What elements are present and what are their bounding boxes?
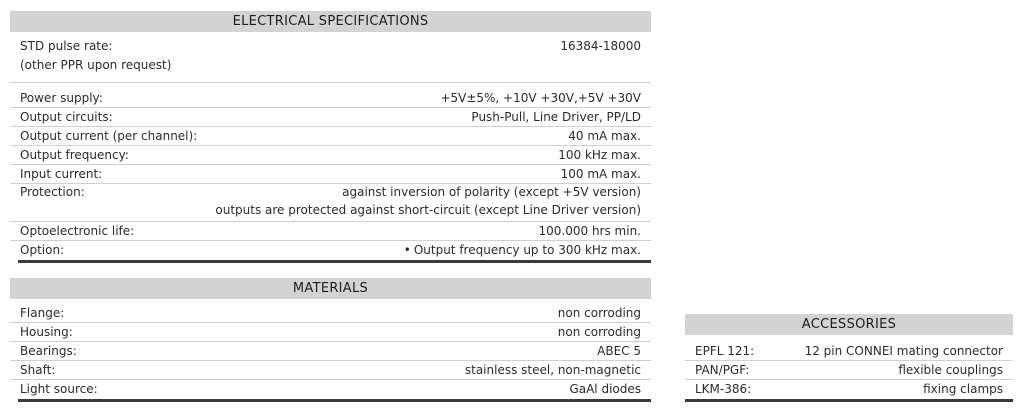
material-label: Housing: <box>20 325 73 339</box>
spec-label: Input current: <box>20 167 103 181</box>
electrical-bottom-rule <box>18 260 651 263</box>
spec-label: Output circuits: <box>20 110 113 124</box>
option-label: Option: <box>20 243 65 257</box>
accessory-row-lkm-386 <box>685 380 1013 399</box>
material-value: ABEC 5 <box>597 344 641 358</box>
spec-value: +5V±5%, +10V +30V,+5V +30V <box>440 91 641 105</box>
accessory-row-pan-pgf <box>685 361 1013 380</box>
accessory-label: PAN/PGF: <box>695 363 750 377</box>
spec-row-output-frequency <box>10 146 651 165</box>
material-value: GaAl diodes <box>569 382 641 396</box>
spec-label: Output current (per channel): <box>20 129 198 143</box>
spec-row-option <box>10 241 651 260</box>
option-value: Output frequency up to 300 kHz max. <box>413 243 641 257</box>
material-label: Shaft: <box>20 363 56 377</box>
materials-panel <box>10 278 651 402</box>
material-value: non corroding <box>557 306 641 320</box>
material-row-shaft <box>10 361 651 380</box>
material-label: Light source: <box>20 382 98 396</box>
pulse-rate-label: STD pulse rate: <box>20 39 113 53</box>
accessory-label: EPFL 121: <box>695 344 755 358</box>
material-value: stainless steel, non-magnetic <box>464 363 641 377</box>
option-value-wrapper <box>404 241 641 259</box>
spec-row-power-supply <box>10 89 651 108</box>
material-row-bearings <box>10 342 651 361</box>
spec-value: 40 mA max. <box>568 129 641 143</box>
electrical-specifications-header: ELECTRICAL SPECIFICATIONS <box>10 11 651 32</box>
material-row-housing <box>10 323 651 342</box>
material-value: non corroding <box>557 325 641 339</box>
material-row-light-source <box>10 380 651 399</box>
spec-value: 100 mA max. <box>560 167 641 181</box>
accessory-value: flexible couplings <box>898 363 1003 377</box>
accessories-header: ACCESSORIES <box>685 314 1013 335</box>
spec-row-output-current <box>10 127 651 146</box>
spec-value: Push-Pull, Line Driver, PP/LD <box>471 110 641 124</box>
material-row-flange <box>10 304 651 323</box>
pulse-rate-note: (other PPR upon request) <box>20 58 172 72</box>
spec-label: Optoelectronic life: <box>20 224 135 238</box>
pulse-rate-row <box>10 38 651 83</box>
spec-row-optoelectronic-life <box>10 222 651 241</box>
spec-row-output-circuits <box>10 108 651 127</box>
accessory-value: fixing clamps <box>923 382 1003 396</box>
spec-label: Output frequency: <box>20 148 129 162</box>
protection-value-polarity: against inversion of polarity (except +5V version) <box>342 185 641 199</box>
spec-row-input-current <box>10 165 651 184</box>
protection-value-short-circuit: outputs are protected against short-circuit (except Line Driver version) <box>215 203 641 217</box>
material-label: Flange: <box>20 306 65 320</box>
protection-label: Protection: <box>20 185 85 199</box>
accessories-bottom-rule <box>685 399 1013 402</box>
bullet-icon: • <box>403 243 411 257</box>
spec-row-protection <box>10 184 651 222</box>
accessories-panel <box>685 314 1013 402</box>
electrical-specifications-panel <box>10 11 651 263</box>
materials-header: MATERIALS <box>10 278 651 299</box>
accessory-value: 12 pin CONNEI mating connector <box>804 344 1003 358</box>
pulse-rate-value: 16384-18000 <box>560 39 641 53</box>
accessory-label: LKM-386: <box>695 382 752 396</box>
accessory-row-epfl-121 <box>685 342 1013 361</box>
materials-bottom-rule <box>18 399 651 402</box>
material-label: Bearings: <box>20 344 77 358</box>
spec-label: Power supply: <box>20 91 103 105</box>
spec-value: 100.000 hrs min. <box>538 224 641 238</box>
spec-value: 100 kHz max. <box>558 148 641 162</box>
